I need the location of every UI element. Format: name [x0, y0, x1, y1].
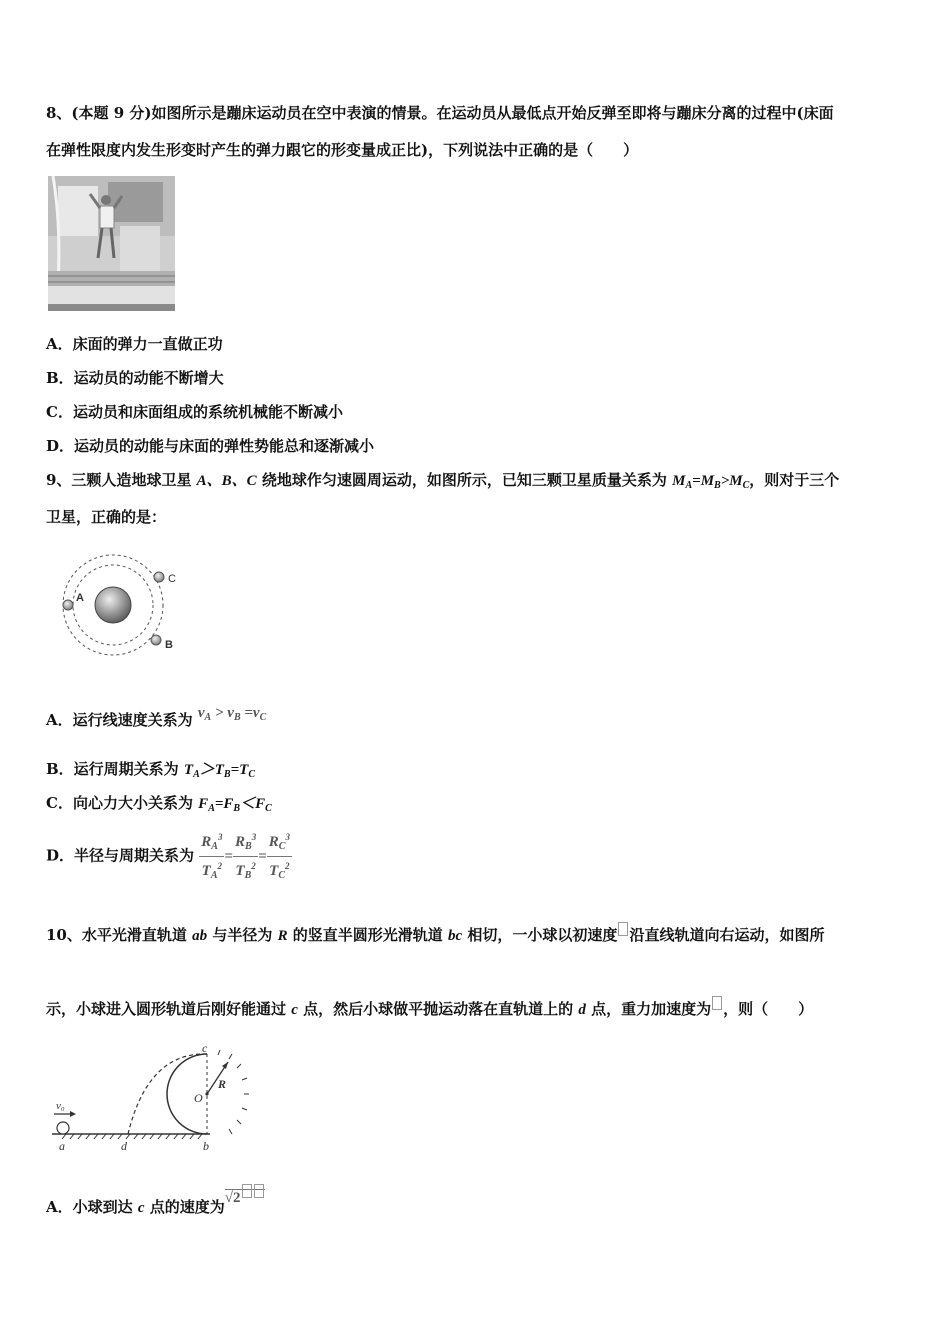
q8-option-b: B．运动员的动能不断增大: [46, 369, 224, 387]
q9-option-c-math: $F_A=F_B<F_C$: [198, 796, 272, 814]
frac-a: $\frac{R_A^3}{T_A^2}$: [199, 828, 224, 885]
q10-R: R: [277, 928, 288, 944]
q10-l2-a: 点，然后小球做平抛运动落在直轨道上的: [297, 1000, 579, 1018]
q10-a: 与半径为: [207, 926, 278, 944]
q9-option-c-text: C．向心力大小关系为: [46, 794, 199, 812]
q10-l2-c: ，则（ ）: [723, 1000, 814, 1018]
q9-option-b-math: $T_A>T_B=T_C$: [183, 762, 255, 780]
q9-option-a-math: $v_A > v_B =v_C$: [197, 705, 267, 723]
q10-l2-b: 点，重力加速度为: [585, 1000, 712, 1018]
q9-stem-line1: [46, 470, 839, 496]
q10-ab: ab: [192, 928, 208, 944]
q10-option-a-math: √2: [225, 1189, 265, 1206]
point-o-label: O: [194, 1091, 203, 1105]
frac-c: $\frac{R_C^3}{T_C^2}$: [267, 828, 292, 885]
frac-b: $\frac{R_B^3}{T_B^2}$: [233, 828, 258, 885]
orbit-diagram: [50, 553, 190, 662]
q10-c-point: c: [291, 1002, 298, 1018]
point-b-label: b: [203, 1139, 209, 1153]
trampoline-photo: [48, 176, 175, 311]
g-placeholder-box: [712, 996, 722, 1010]
q9-stem-line2: 卫星，正确的是：: [46, 508, 167, 526]
q10-option-a-c: c: [137, 1200, 145, 1216]
q9-satellites: A、B、C: [196, 473, 257, 489]
sat-a-label: A: [76, 592, 84, 604]
q9-option-c: [46, 793, 272, 819]
q10-b: 的竖直半圆形光滑轨道: [287, 926, 449, 944]
q10-pre: 10、水平光滑直轨道: [46, 926, 193, 944]
q9-mass-relation: $M_A=M_B>M_C$: [672, 473, 750, 491]
q8-option-a: A．床面的弹力一直做正功: [46, 335, 223, 353]
q10-bc: bc: [448, 928, 463, 944]
q8-option-d: D．运动员的动能与床面的弹性势能总和逐渐减小: [46, 437, 375, 455]
point-d-label: d: [121, 1139, 127, 1153]
q10-d: 沿直线轨道向右运动，如图所: [629, 926, 825, 944]
v0-label: v₀: [56, 1100, 65, 1112]
v0-placeholder-box: [618, 922, 628, 936]
q10-option-a-post: 点的速度为: [144, 1198, 225, 1216]
sat-c-label: C: [168, 573, 176, 585]
q10-option-a: [46, 1190, 265, 1218]
q9-option-a: [46, 705, 267, 736]
q10-c: 相切，一小球以初速度: [462, 926, 618, 944]
q9-option-d-text: D．半径与周期关系为: [46, 846, 195, 865]
q8-stem-line2: 在弹性限度内发生形变时产生的弹力跟它的形变量成正比)，下列说法中正确的是（ ）: [46, 141, 639, 159]
q9-option-b: [46, 759, 255, 785]
q9-stem-mid: 绕地球作匀速圆周运动，如图所示，已知三颗卫星质量关系为: [256, 471, 673, 489]
sat-b-label: B: [165, 639, 173, 651]
q8-option-c: C．运动员和床面组成的系统机械能不断减小: [46, 403, 343, 421]
track-diagram: [48, 1042, 258, 1161]
q9-stem-post: ，则对于三个: [749, 471, 840, 489]
point-c-label: c: [202, 1042, 208, 1055]
radius-label: R: [218, 1077, 227, 1091]
q8-stem-line1: 8、(本题 9 分)如图所示是蹦床运动员在空中表演的情景。在运动员从最低点开始反弹至即将与蹦床分离的过程中(床面: [46, 104, 834, 122]
q10-l2-pre: 示，小球进入圆形轨道后刚好能通过: [46, 1000, 292, 1018]
point-a-label: a: [59, 1139, 65, 1153]
q9-option-d: D．半径与周期关系为 $\frac{R_A^3}{T_A^2}$ = $\frac{R_B^3}{T_B^2}$ = $\frac{R_C^3}{T_C^2}$: [46, 828, 292, 880]
q10-stem-line1: [46, 922, 824, 946]
q10-stem-line2: [46, 996, 813, 1020]
q10-d-point: d: [578, 1002, 586, 1018]
q9-stem-pre: 9、三颗人造地球卫星: [46, 471, 197, 489]
q9-option-a-text: A．运行线速度关系为: [46, 711, 193, 729]
q9-option-b-text: B．运行周期关系为: [46, 760, 184, 778]
q10-option-a-pre: A．小球到达: [46, 1198, 138, 1216]
